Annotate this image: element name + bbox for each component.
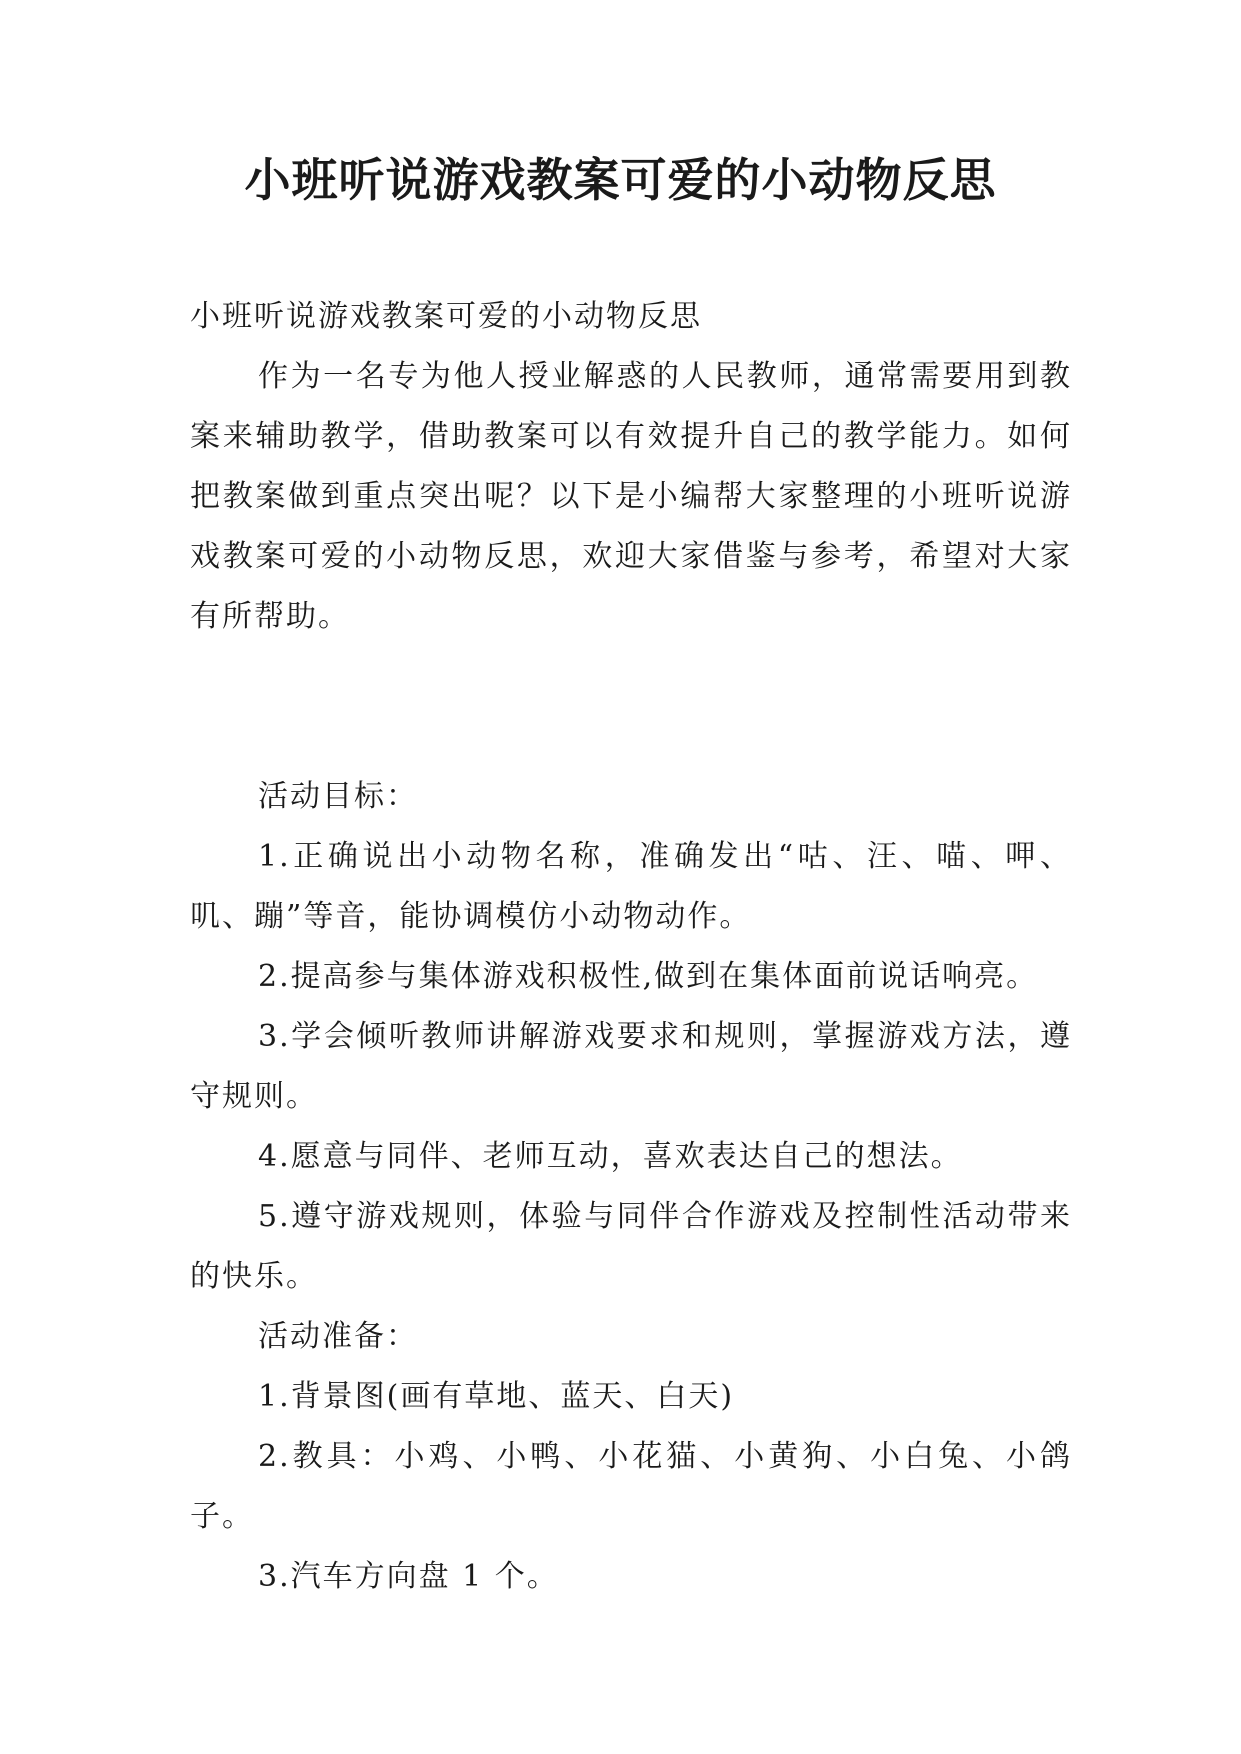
goal-item-4: 4.愿意与同伴、老师互动，喜欢表达自己的想法。 [258,1139,963,1174]
document-body [190,287,1072,1607]
document-title: 小班听说游戏教案可爱的小动物反思 [244,153,997,207]
paragraph-spacer [190,647,1072,767]
goal-item-1: 1.正确说出小动物名称，准确发出“咕、汪、喵、呷、叽、蹦”等音，能协调模仿小动物动作。 [190,839,1072,934]
goal-item-3: 3.学会倾听教师讲解游戏要求和规则，掌握游戏方法，遵守规则。 [190,1019,1072,1114]
prep-item-3: 3.汽车方向盘 1 个。 [258,1559,559,1594]
prep-item-1: 1.背景图(画有草地、蓝天、白天) [258,1379,735,1414]
prep-item-2: 2.教具：小鸡、小鸭、小花猫、小黄狗、小白兔、小鸽子。 [190,1439,1072,1534]
goal-item-5: 5.遵守游戏规则，体验与同伴合作游戏及控制性活动带来的快乐。 [190,1199,1072,1294]
subtitle-paragraph: 小班听说游戏教案可爱的小动物反思 [190,299,702,334]
goals-heading: 活动目标： [258,779,418,814]
prep-heading: 活动准备： [258,1319,418,1354]
intro-paragraph: 作为一名专为他人授业解惑的人民教师，通常需要用到教案来辅助教学，借助教案可以有效提升自己的教学能力。如何把教案做到重点突出呢？以下是小编帮大家整理的小班听说游戏教案可爱的小动物反思，欢迎大家借鉴与参考，希望对大家有所帮助。 [190,359,1072,634]
goal-item-2: 2.提高参与集体游戏积极性,做到在集体面前说话响亮。 [258,959,1039,994]
